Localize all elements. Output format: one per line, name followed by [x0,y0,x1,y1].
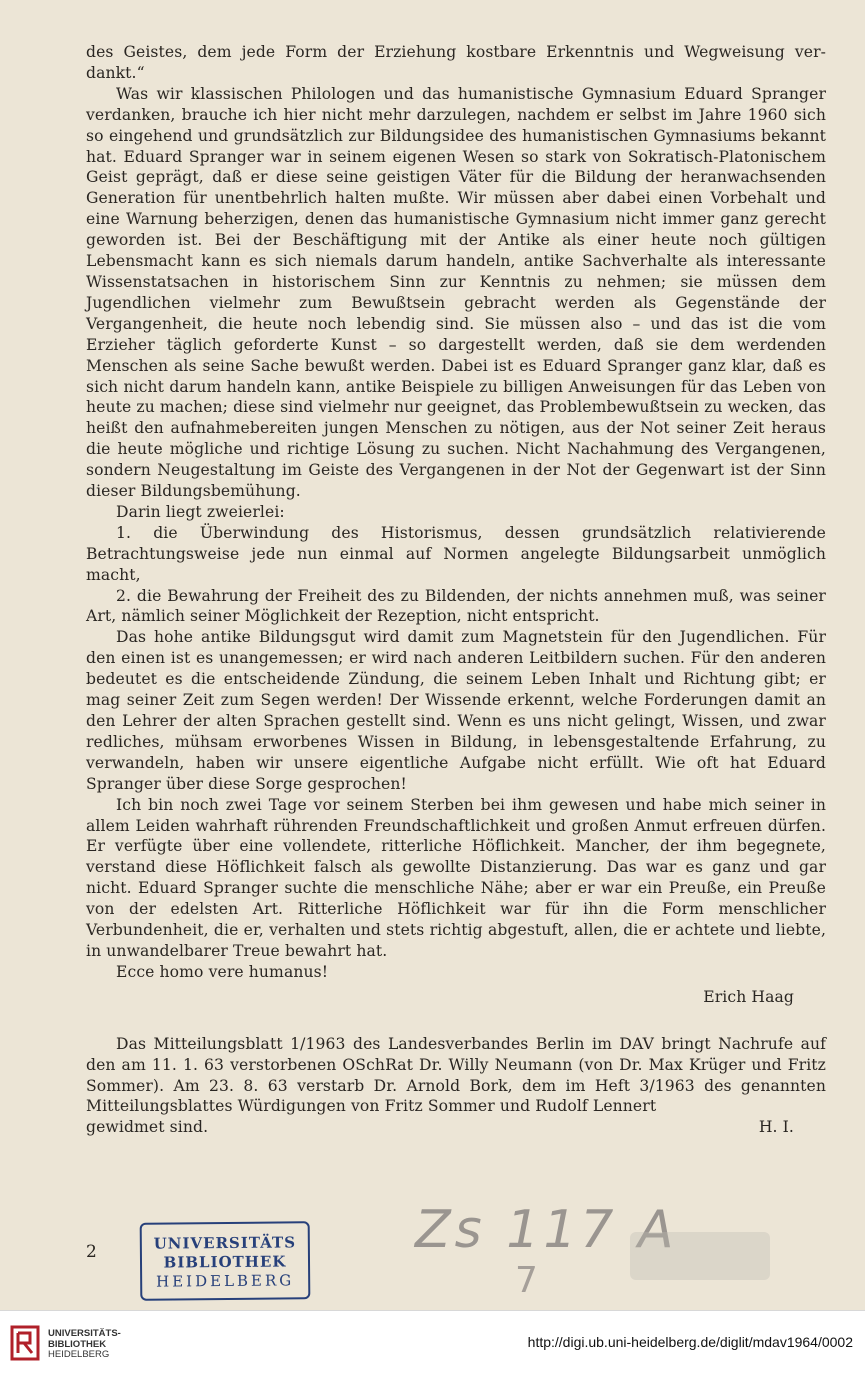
list-item-2: 2. die Bewahrung der Freiheit des zu Bildenden, der nichts annehmen muß, was seiner Art, nämlich seiner Möglichkeit der Rezeption, nicht entspricht. [86,586,826,626]
paragraph-6: Ecce homo vere humanus! [116,962,329,981]
permalink[interactable]: http://digi.ub.uni-heidelberg.de/diglit/mdav1964/0002 [527,1334,853,1350]
note-paragraph: Das Mitteilungsblatt 1/1963 des Landesverbandes Berlin im DAV bringt Nachrufe auf den am 11. 1. 63 verstorbenen OSchRat Dr. Willy Neumann (von Dr. Max Krüger und Fritz Sommer). Am 23. 8. 63 verstarb Dr. Arnold Bork, dem im Heft 3/1963 des genannten Mitteilungsblattes Würdigungen von Fritz Sommer und Rudolf Lennert [86,1034,826,1116]
note-last-text: gewidmet sind. [86,1118,209,1137]
stamp-line-2: BIBLIOTHEK [163,1252,287,1272]
stamp-line-1: UNIVERSITÄTS [153,1233,297,1253]
signature: Erich Haag [703,987,794,1006]
library-name-line-2: BIBLIOTHEK [48,1338,107,1350]
paragraph-4: Das hohe antike Bildungsgut wird damit zum Magnetstein für den Jugendlichen. Für den einen ist es unangemessen; er wird nach anderen Leitbildern suchen. Für den anderen bedeutet es die entscheidende Zündung, die seinem Leben Inhalt und Richtung gibt; er mag seiner Zeit zum Segen werden! Der Wissende erkennt, welche Forderungen damit an den Lehrer der alten Sprachen gestellt sind. Wenn es uns nicht gelingt, Wissen, und zwar redliches, mühsam erworbenes Wissen in Bildung, in lebensgestaltende Erfahrung, zu verwandeln, haben wir unsere eigentliche Aufgabe nicht erfüllt. Wie oft hat Eduard Spranger über diese Sorge gesprochen! [86,628,826,793]
stamp-line-3: HEIDELBERG [156,1271,295,1291]
note-initials: H. I. [758,1118,794,1137]
paragraph-1: des Geistes, dem jede Form der Erziehung kostbare Erkenntnis und Wegweisung ver-dankt.“ [86,43,826,82]
library-name-line-3: HEIDELBERG [48,1349,110,1360]
library-name [48,1329,121,1361]
paragraph-5: Ich bin noch zwei Tage vor seinem Sterben bei ihm gewesen und habe mich seiner in allem Leiden wahrhaft rührenden Freundschaftlichkeit und großen Anmut erfreuen dürfen. Er verfügte über eine vollendete, ritterliche Höflichkeit. Mancher, der ihm begegnete, verstand diese Höflichkeit falsch als gewollte Distanzierung. Das war es ganz und gar nicht. Eduard Spranger suchte die menschliche Nähe; aber er war ein Preuße, ein Preuße von der edelsten Art. Ritterliche Höflichkeit war für ihn die Form menschlicher Verbundenheit, die er, verhalten und stets richtig abgestuft, allen, die er achtete und liebte, in unwandelbarer Treue bewahrt hat. [86,795,826,960]
library-logo-icon [10,1325,40,1361]
paragraph-2: Was wir klassischen Philologen und das humanistische Gymnasium Eduard Spranger verdanken, brauche ich hier nicht mehr darzulegen, nachdem er selbst im Jahre 1960 sich so eingehend und grundsätzlich zur Bildungsidee des humanistischen Gymnasiums bekannt hat. Eduard Spranger war in seinem eigenen Wesen so stark von Sokratisch-Platonischem Geist geprägt, daß er diese seine geistigen Väter für die Bildung der heranwachsenden Generation für unentbehrlich halten mußte. Wir müssen aber dabei einen Vorbehalt und eine Warnung beherzigen, denen das humanistische Gymnasium nicht immer ganz gerecht geworden ist. Bei der Beschäftigung mit der Antike als einer heute noch gültigen Lebensmacht kann es sich niemals darum handeln, antike Sachverhalte als interessante Wissenstatsachen in historischem Sinn zur Kenntnis zu nehmen; sie müssen dem Jugendlichen vielmehr zum Bewußtsein gebracht werden als Gegenstände der Vergangenheit, die heute noch lebendig sind. Sie müssen also – und das ist die vom Erzieher täglich geforderte Kunst – so dargestellt werden, daß sie dem werdenden Menschen als seine Sache bewußt werden. Dabei ist es Eduard Spranger ganz klar, daß es sich nicht darum handeln kann, antike Beispiele zu billigen Anweisungen für das Leben von heute zu machen; diese sind vielmehr nur geeignet, das Problembewußtsein zu wecken, das heißt den aufnahmebereiten jungen Menschen zu nötigen, aus der Not seiner Zeit heraus die heute mögliche und richtige Lösung zu suchen. Nicht Nachahmung des Vergangenen, sondern Neugestaltung im Geiste des Vergangenen in der Not der Gegenwart ist der Sinn dieser Bildungsbemühung. [86,84,826,501]
library-stamp [140,1221,311,1300]
library-name-line-1: UNIVERSITÄTS- [48,1328,121,1339]
note-last-line [86,1117,826,1138]
shelfmark-text: Zs 117 A [415,1200,678,1260]
page-number: 2 [86,1242,97,1262]
faint-stamp-mark [630,1232,770,1280]
list-item-1: 1. die Überwindung des Historismus, dessen grundsätzlich relativierende Betrachtungsweise jede nun einmal auf Normen angelegte Bildungsarbeit unmöglich macht, [86,523,826,584]
paragraph-3: Darin liegt zweierlei: [116,502,285,521]
viewer-footer [0,1310,865,1376]
body-text [86,42,826,1138]
shelfmark-sub: 7 [515,1260,538,1301]
